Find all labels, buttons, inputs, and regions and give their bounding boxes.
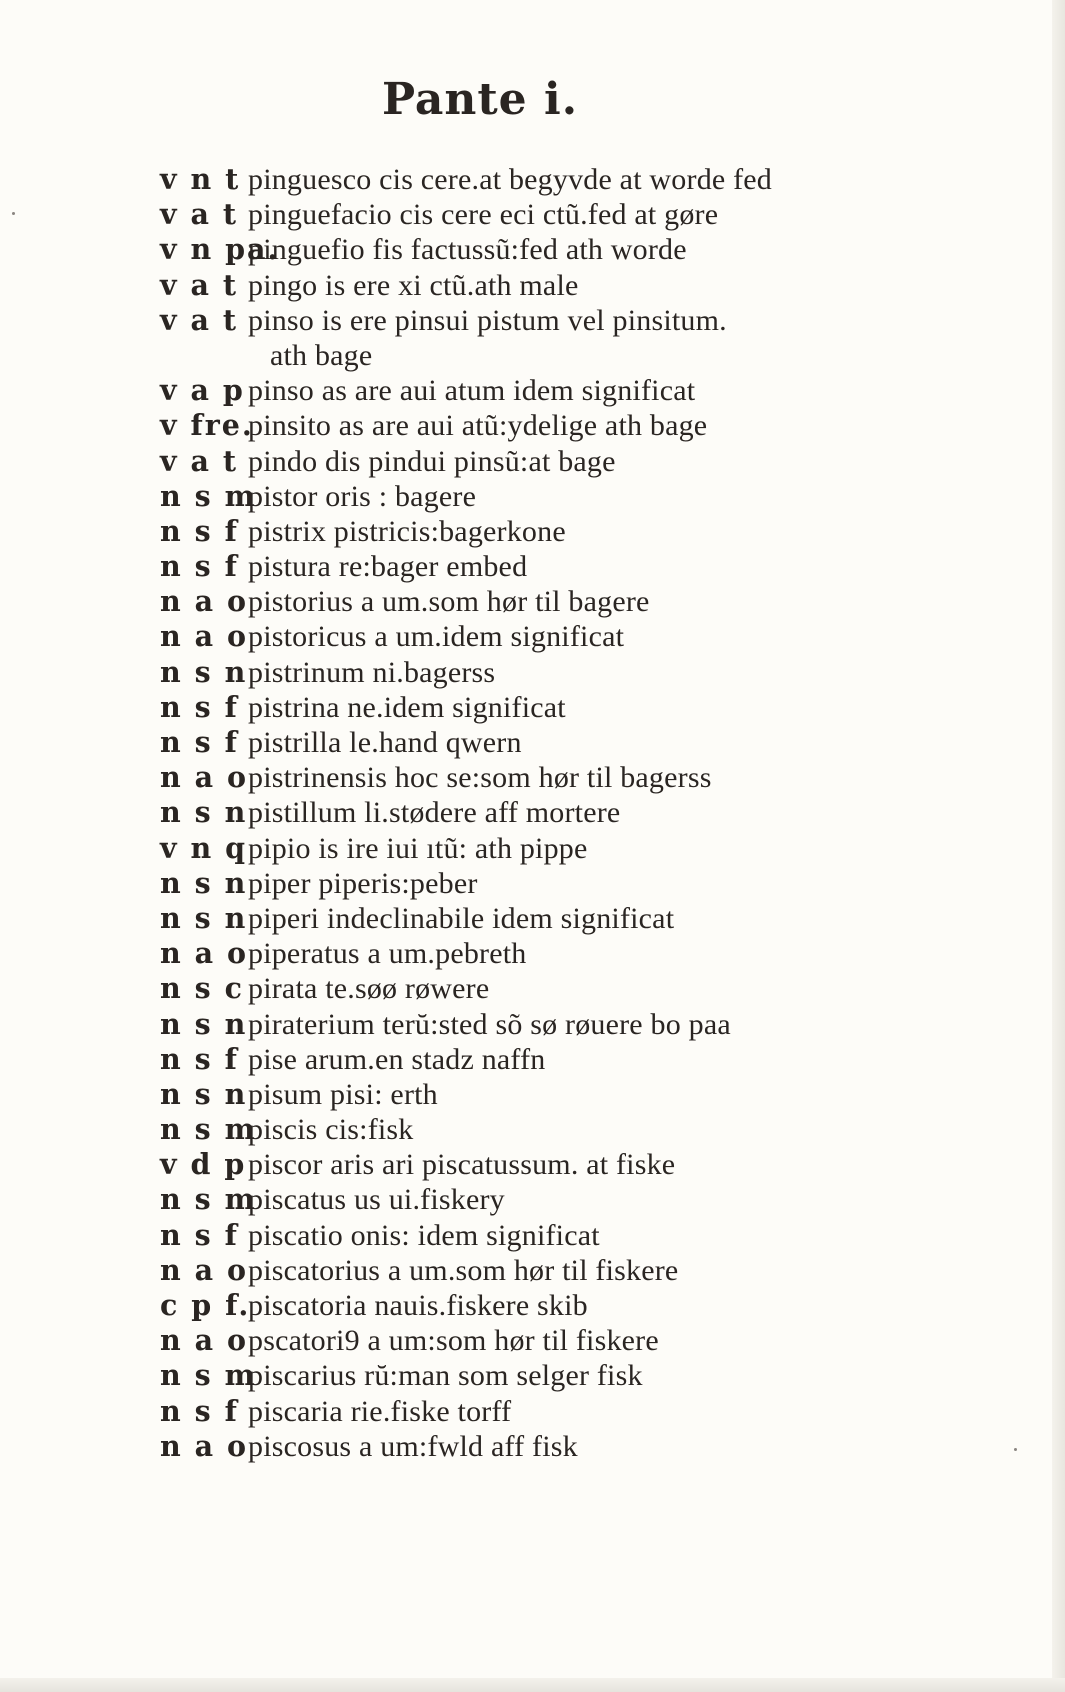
entry-text: pinguefio fis factussũ:fed ath worde — [248, 233, 687, 267]
entry-text: pindo dis pindui pinsũ:at bage — [248, 444, 616, 478]
dictionary-entry — [160, 725, 1020, 760]
entry-text: pistura re:bager embed — [248, 550, 528, 584]
grammar-code: n s n — [160, 1006, 248, 1041]
grammar-code: v fre. — [160, 408, 254, 443]
dictionary-entry — [160, 162, 1020, 197]
dictionary-entry — [160, 866, 1020, 901]
dictionary-entry — [160, 655, 1020, 690]
grammar-code: n s f — [160, 725, 239, 759]
entry-text: piscis cis:fisk — [248, 1113, 414, 1147]
grammar-code: n s m — [160, 1112, 257, 1147]
grammar-code: n s m — [160, 1358, 257, 1393]
grammar-code: v a t — [160, 197, 239, 232]
grammar-code: v n pa. — [160, 232, 280, 267]
dictionary-entry — [160, 1147, 1020, 1182]
entry-text: pinguesco cis cere.at begyvde at worde fed — [248, 163, 773, 196]
dictionary-entry — [160, 1182, 1020, 1217]
dictionary-entry — [160, 1007, 1020, 1042]
dictionary-entry — [160, 1218, 1020, 1253]
dictionary-entry — [160, 444, 1020, 479]
entry-text: piperi indeclinabile idem significat — [248, 901, 675, 935]
paper-speck — [1014, 1448, 1017, 1451]
entry-text: pistor oris : bagere — [248, 479, 477, 513]
grammar-code: n s c — [160, 971, 244, 1006]
dictionary-entry — [160, 690, 1020, 725]
entry-text: pise arum.en stadz naffn — [248, 1042, 546, 1076]
entry-text: piscarius rŭ:man som selger fisk — [248, 1359, 643, 1393]
entry-text: piscatus us ui.fiskery — [248, 1183, 505, 1217]
grammar-code: n a o — [160, 619, 249, 654]
entry-text: pistrix pistricis:bagerkone — [248, 514, 566, 548]
dictionary-entry — [160, 1112, 1020, 1147]
dictionary-entry — [160, 971, 1020, 1006]
dictionary-entry — [160, 1288, 1020, 1323]
entry-text: pistrinensis hoc se:som hør til bagerss — [248, 761, 712, 795]
entry-text: pistorius a um.som hør til bagere — [248, 585, 650, 619]
dictionary-entry — [160, 303, 1020, 338]
grammar-code: n s f — [160, 513, 239, 548]
grammar-code: n s f — [160, 1217, 239, 1252]
entry-text: pistillum li.stødere aff mortere — [248, 796, 621, 830]
entry-text: piscatorius a um.som hør til fiskere — [248, 1253, 679, 1287]
dictionary-entry — [160, 408, 1020, 443]
entry-text: pistrilla le.hand qwern — [248, 726, 522, 759]
grammar-code: n s f — [160, 1041, 239, 1076]
grammar-code: n s m — [160, 1182, 257, 1217]
dictionary-entry — [160, 1358, 1020, 1393]
dictionary-entries — [160, 162, 1020, 1464]
entry-text: piscaria rie.fiske torff — [248, 1394, 512, 1428]
entry-text: pirata te.søø røwere — [248, 972, 490, 1006]
entry-text: pistrina ne.idem significat — [248, 690, 566, 724]
grammar-code: n s f — [160, 689, 239, 724]
grammar-code: v a t — [160, 443, 239, 478]
entry-text: pisum pisi: erth — [248, 1077, 438, 1111]
entry-text: ath bage — [270, 338, 373, 372]
grammar-code: v d p — [160, 1147, 247, 1182]
dictionary-entry — [160, 1429, 1020, 1464]
grammar-code: n s n — [160, 865, 248, 900]
dictionary-entry — [160, 1042, 1020, 1077]
grammar-code: n a o — [160, 1323, 249, 1358]
entry-text: piscatoria nauis.fiskere skib — [248, 1289, 588, 1322]
dictionary-entry — [160, 1323, 1020, 1358]
dictionary-entry — [160, 514, 1020, 549]
grammar-code: n s n — [160, 654, 248, 689]
grammar-code: n s n — [160, 1076, 248, 1111]
entry-text: pingo is ere xi ctũ.ath male — [248, 268, 579, 302]
entry-text: pinguefacio cis cere eci ctũ.fed at gøre — [248, 198, 719, 232]
entry-text: pinso as are aui atum idem significat — [248, 374, 696, 408]
grammar-code: n a o — [160, 760, 249, 795]
grammar-code: n a o — [160, 936, 249, 971]
dictionary-entry — [160, 232, 1020, 267]
dictionary-entry — [160, 1077, 1020, 1112]
dictionary-entry — [160, 549, 1020, 584]
entry-text: pscatori9 a um:som hør til fiskere — [248, 1324, 659, 1358]
grammar-code: n s f — [160, 549, 239, 584]
dictionary-entry — [160, 584, 1020, 619]
grammar-code: v n t — [160, 162, 241, 196]
grammar-code: v a t — [160, 267, 239, 302]
grammar-code: v a p — [160, 373, 245, 408]
entry-text: pinso is ere pinsui pistum vel pinsitum. — [248, 303, 727, 337]
paper-speck — [12, 212, 15, 215]
grammar-code: n s m — [160, 478, 257, 513]
entry-text: piscor aris ari piscatussum. at fiske — [248, 1148, 676, 1182]
entry-text: piraterium terŭ:sted sõ sø røuere bo paa — [248, 1007, 731, 1041]
page-heading: Pante i. — [381, 74, 579, 125]
grammar-code: v n q — [160, 830, 248, 865]
entry-text: piperatus a um.pebreth — [248, 937, 527, 971]
entry-text: pipio is ire iui ıtũ: ath pippe — [248, 831, 588, 865]
grammar-code: c p f. — [160, 1288, 251, 1322]
entry-text: piscosus a um:fwld aff fisk — [248, 1429, 578, 1463]
grammar-code: n s f — [160, 1393, 239, 1428]
dictionary-entry — [160, 373, 1020, 408]
grammar-code: n a o — [160, 584, 249, 619]
dictionary-entry — [160, 197, 1020, 232]
entry-text: piscatio onis: idem significat — [248, 1218, 600, 1252]
dictionary-entry — [160, 268, 1020, 303]
dictionary-entry — [160, 1394, 1020, 1429]
entry-text: pinsito as are aui atũ:ydelige ath bage — [248, 409, 708, 443]
entry-text: piper piperis:peber — [248, 866, 478, 900]
grammar-code: n s n — [160, 900, 248, 935]
dictionary-entry — [160, 795, 1020, 830]
entry-text: pistoricus a um.idem significat — [248, 620, 625, 654]
dictionary-entry — [160, 1253, 1020, 1288]
page-right-edge — [1052, 0, 1065, 1692]
grammar-code: n a o — [160, 1428, 249, 1463]
dictionary-entry — [160, 619, 1020, 654]
grammar-code: n a o — [160, 1252, 249, 1287]
grammar-code: v a t — [160, 302, 239, 337]
dictionary-entry — [160, 479, 1020, 514]
grammar-code: n s n — [160, 795, 248, 830]
dictionary-entry — [160, 760, 1020, 795]
page-bottom-edge — [0, 1678, 1065, 1692]
entry-text: pistrinum ni.bagerss — [248, 655, 496, 689]
entry-continuation-line — [160, 338, 1020, 373]
dictionary-entry — [160, 936, 1020, 971]
dictionary-entry — [160, 831, 1020, 866]
dictionary-entry — [160, 901, 1020, 936]
